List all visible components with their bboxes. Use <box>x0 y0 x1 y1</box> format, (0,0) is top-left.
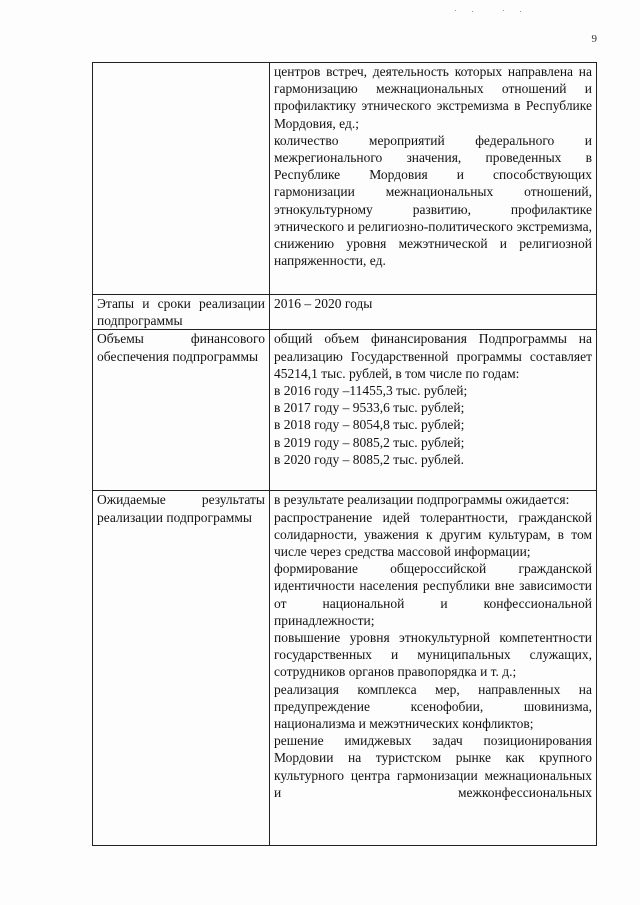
scan-speck <box>503 10 504 11</box>
row-label <box>93 63 270 295</box>
row-content <box>270 295 597 330</box>
content-paragraph: формирование общероссийской гражданской идентичности населения республики вне зависимости от национальной и конфессиональной принадлежности; <box>274 561 592 628</box>
content-paragraph: реализация комплекса мер, направленных на предупреждение ксенофобии, шовинизма, национализма и межэтнических конфликтов; <box>274 681 592 732</box>
page-number: 9 <box>591 33 597 45</box>
row-label: Объемы финансового обеспечения подпрограммы <box>93 330 270 491</box>
scan-speck <box>520 11 521 12</box>
content-paragraph: в 2016 году –11455,3 тыс. рублей; <box>274 383 468 399</box>
table-row <box>93 330 597 491</box>
content-paragraph: в результате реализации подпрограммы ожидается: <box>274 492 570 508</box>
content-paragraph: 2016 – 2020 годы <box>274 296 373 311</box>
row-label: Ожидаемые результаты реализации подпрограммы <box>93 491 270 846</box>
passport-table <box>92 62 597 846</box>
row-content <box>270 330 597 491</box>
table-row <box>93 491 597 846</box>
content-paragraph: количество мероприятий федерального и межрегионального значения, проведенных в Республике Мордовия и способствующих гармонизации межнациональных отношений, этнокультурному развитию, профилактике этнического и религиозно-политического экстремизма, снижению уровня межэтнической и религиозной напряженности, ед. <box>274 132 592 269</box>
content-paragraph: повышение уровня этнокультурной компетентности государственных и муниципальных служащих, сотрудников органов правопорядка и т. д.; <box>274 630 592 680</box>
content-paragraph: в 2018 году – 8054,8 тыс. рублей; <box>274 417 465 433</box>
row-label: Этапы и сроки реализации подпрограммы <box>93 295 270 330</box>
scan-speck <box>472 11 473 12</box>
content-paragraph: в 2017 году – 9533,6 тыс. рублей; <box>274 400 465 416</box>
content-paragraph: общий объем финансирования Подпрограммы на реализацию Государственной программы составляет 45214,1 тыс. рублей, в том числе по годам: <box>274 331 592 381</box>
table-row <box>93 295 597 330</box>
row-content <box>270 63 597 295</box>
scan-speck <box>455 10 456 11</box>
content-paragraph: центров встреч, деятельность которых направлена на гармонизацию межнациональных отношений и профилактику этнического экстремизма в Республике Мордовия, ед.; <box>274 64 592 131</box>
content-paragraph: решение имиджевых задач позиционирования Мордовии на туристском рынке как крупного культурного центра гармонизации межнациональных и межконфессиональных <box>274 733 592 800</box>
row-content <box>270 491 597 846</box>
table-row <box>93 63 597 295</box>
content-paragraph: распространение идей толерантности, гражданской солидарности, уважения к другим культурам, в том числе через средства массовой информации; <box>274 509 592 560</box>
content-paragraph: в 2019 году – 8085,2 тыс. рублей; <box>274 434 465 450</box>
content-paragraph: в 2020 году – 8085,2 тыс. рублей. <box>274 451 465 467</box>
